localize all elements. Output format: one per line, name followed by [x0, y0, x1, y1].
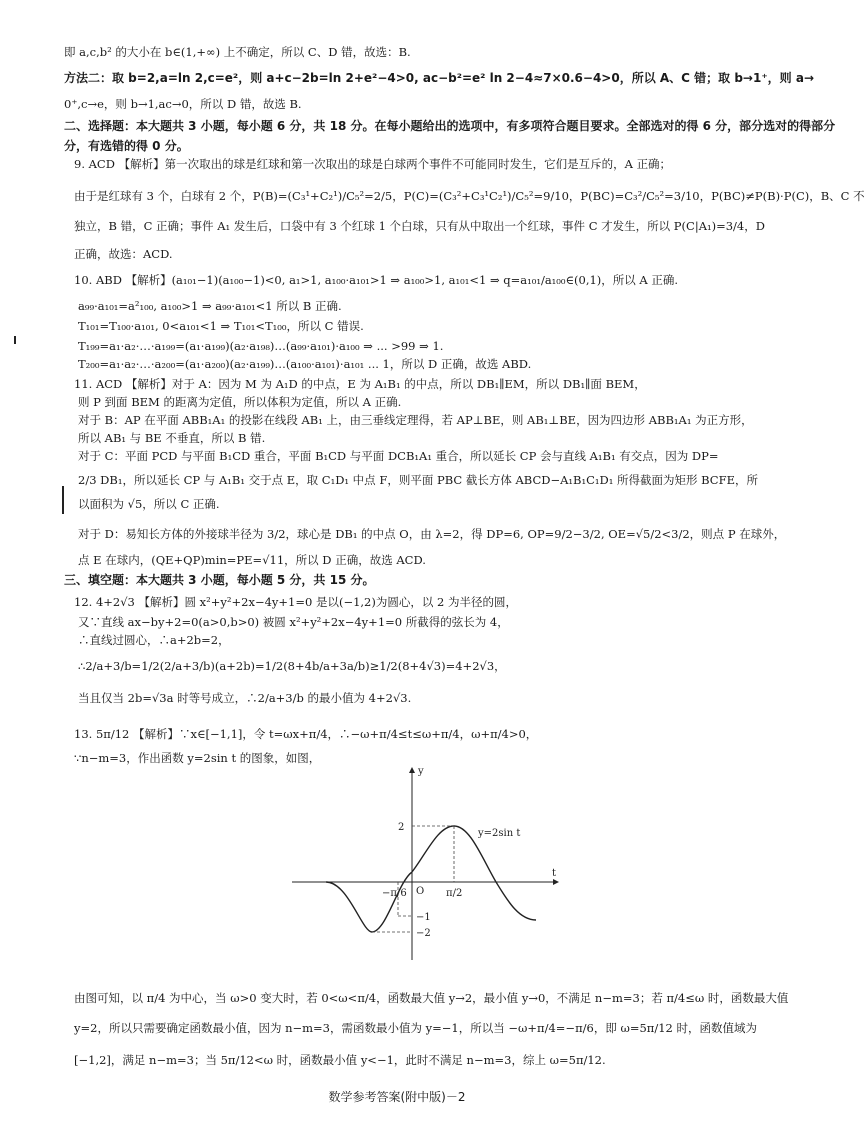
q11-line: 11. ACD 【解析】对于 A：因为 M 为 A₁D 的中点，E 为 A₁B₁ 的中点，所以 DB₁∥EM，所以 DB₁∥面 BEM，: [74, 377, 646, 391]
q13-line: 由图可知，以 π/4 为中心，当 ω>0 变大时，若 0<ω<π/4，函数最大值 y→2，最小值 y→0，不满足 n−m=3；若 π/4≤ω 时，函数最大值: [74, 991, 789, 1005]
q9-line: 正确，故选：ACD.: [74, 247, 173, 261]
y-axis-label: y: [418, 766, 424, 777]
q12-line: 当且仅当 2b=√3a 时等号成立，∴2/a+3/b 的最小值为 4+2√3.: [78, 691, 412, 705]
q9-line: 独立，B 错，C 正确；事件 A₁ 发生后，口袋中有 3 个红球 1 个白球，只有从中取出一个红球，事件 C 才发生，所以 P(C|A₁)=3/4，D: [74, 219, 765, 233]
y-tick-neg1: −1: [416, 912, 431, 923]
sine-graph: [286, 764, 566, 964]
curve-label: y=2sin t: [478, 828, 521, 839]
q10-line: T₁₉₉=a₁·a₂·…·a₁₉₉=(a₁·a₁₉₉)(a₂·a₁₉₈)…(a₉₉·a₁₀₁)·a₁₀₀ ⇒ ... >99 ⇒ 1.: [78, 339, 444, 353]
q13-line: 13. 5π/12 【解析】∵x∈[−1,1]，令 t=ωx+π/4，∴−ω+π/4≤t≤ω+π/4，ω+π/4>0，: [74, 727, 538, 741]
q13-line: ∵n−m=3，作出函数 y=2sin t 的图象，如图，: [74, 751, 321, 765]
y-tick-2: 2: [398, 822, 405, 833]
q12-line: 又∵直线 ax−by+2=0(a>0,b>0) 被圆 x²+y²+2x−4y+1=0 所截得的弦长为 4，: [78, 615, 509, 629]
section-heading: 分，有选错的得 0 分。: [64, 139, 189, 153]
scan-mark: [14, 336, 16, 344]
x-tick-neg-pi-6: −π/6: [382, 888, 407, 899]
sine-curve: [326, 826, 536, 932]
q13-line: [−1,2]，满足 n−m=3；当 5π/12<ω 时，函数最小值 y<−1，此时不满足 n−m=3，综上 ω=5π/12.: [74, 1053, 606, 1067]
q11-line: 点 E 在球内，(QE+QP)min=PE=√11，所以 D 正确，故选 ACD.: [78, 553, 426, 567]
x-tick-pi-2: π/2: [446, 888, 463, 899]
q9-line: 9. ACD 【解析】第一次取出的球是红球和第一次取出的球是白球两个事件不可能同时发生，它们是互斥的，A 正确；: [74, 157, 672, 171]
q11-line: 对于 D：易知长方体的外接球半径为 3/2，球心是 DB₁ 的中点 O，由 λ=2，得 DP=6, OP=9/2−3/2, OE=√5/2<3/2，则点 P 在球外，: [78, 527, 786, 541]
q10-line: T₁₀₁=T₁₀₀·a₁₀₁, 0<a₁₀₁<1 ⇒ T₁₀₁<T₁₀₀，所以 C 错误.: [78, 319, 364, 333]
q9-line: 由于是红球有 3 个，白球有 2 个，P(B)=(C₃¹+C₂¹)/C₅²=2/5，P(C)=(C₃²+C₃¹C₂¹)/C₅²=9/10，P(BC)=C₃²/C₅²=3/10，P(BC)≠P(B)·P(C)，B、C 不: [74, 189, 865, 203]
y-tick-neg2: −2: [416, 928, 431, 939]
q13-line: y=2，所以只需要确定函数最小值，因为 n−m=3，需函数最小值为 y=−1，所以当 −ω+π/4=−π/6，即 ω=5π/12 时，函数值域为: [74, 1021, 758, 1035]
t-axis-label: t: [552, 868, 557, 879]
text-line: 即 a,c,b² 的大小在 b∈(1,+∞) 上不确定，所以 C、D 错，故选：B.: [64, 45, 411, 59]
q12-line: ∴直线过圆心，∴a+2b=2，: [78, 633, 230, 647]
q10-line: 10. ABD 【解析】(a₁₀₁−1)(a₁₀₀−1)<0, a₁>1, a₁₀₀·a₁₀₁>1 ⇒ a₁₀₀>1, a₁₀₁<1 ⇒ q=a₁₀₁/a₁₀₀∈(0,1)，所以 A 正确.: [74, 273, 679, 287]
origin-label: O: [416, 886, 425, 897]
q11-line: 对于 C：平面 PCD 与平面 B₁CD 重合，平面 B₁CD 与平面 DCB₁A₁ 重合，所以延长 CP 会与直线 A₁B₁ 有交点，因为 DP=: [78, 449, 719, 463]
q11-line: 所以 AB₁ 与 BE 不垂直，所以 B 错.: [78, 431, 266, 445]
q12-line: 12. 4+2√3 【解析】圆 x²+y²+2x−4y+1=0 是以(−1,2)为圆心，以 2 为半径的圆，: [74, 595, 517, 609]
scan-mark: [62, 486, 64, 514]
text-line: 0⁺,c→e，则 b→1,ac→0，所以 D 错，故选 B.: [64, 97, 302, 111]
section-heading: 三、填空题：本大题共 3 小题，每小题 5 分，共 15 分。: [64, 573, 375, 587]
q11-line: 对于 B：AP 在平面 ABB₁A₁ 的投影在线段 AB₁ 上，由三垂线定理得，若 AP⊥BE，则 AB₁⊥BE，因为四边形 ABB₁A₁ 为正方形，: [78, 413, 753, 427]
q12-line: ∴2/a+3/b=1/2(2/a+3/b)(a+2b)=1/2(8+4b/a+3a/b)≥1/2(8+4√3)=4+2√3，: [78, 659, 506, 673]
method-two-line: 方法二：取 b=2,a=ln 2,c=e²，则 a+c−2b=ln 2+e²−4>0, ac−b²=e² ln 2−4≈7×0.6−4>0，所以 A、C 错；取 b→1⁺，则 a→: [64, 71, 814, 85]
q11-line: 以面积为 √5，所以 C 正确.: [78, 497, 220, 511]
q11-line: 2/3 DB₁，所以延长 CP 与 A₁B₁ 交于点 E，取 C₁D₁ 中点 F，则平面 PBC 截长方体 ABCD−A₁B₁C₁D₁ 所得截面为矩形 BCFE，所: [78, 473, 758, 487]
q11-line: 则 P 到面 BEM 的距离为定值，所以体积为定值，所以 A 正确.: [78, 395, 402, 409]
section-heading: 二、选择题：本大题共 3 小题，每小题 6 分，共 18 分。在每小题给出的选项中，有多项符合题目要求。全部选对的得 6 分，部分选对的得部分: [64, 119, 836, 133]
q10-line: a₉₉·a₁₀₁=a²₁₀₀, a₁₀₀>1 ⇒ a₉₉·a₁₀₁<1 所以 B 正确.: [78, 299, 342, 313]
q10-line: T₂₀₀=a₁·a₂·…·a₂₀₀=(a₁·a₂₀₀)(a₂·a₁₉₉)…(a₁₀₀·a₁₀₁)·a₁₀₁ ... 1，所以 D 正确，故选 ABD.: [78, 357, 532, 371]
page-footer: 数学参考答案(附中版)－2: [328, 1090, 466, 1104]
